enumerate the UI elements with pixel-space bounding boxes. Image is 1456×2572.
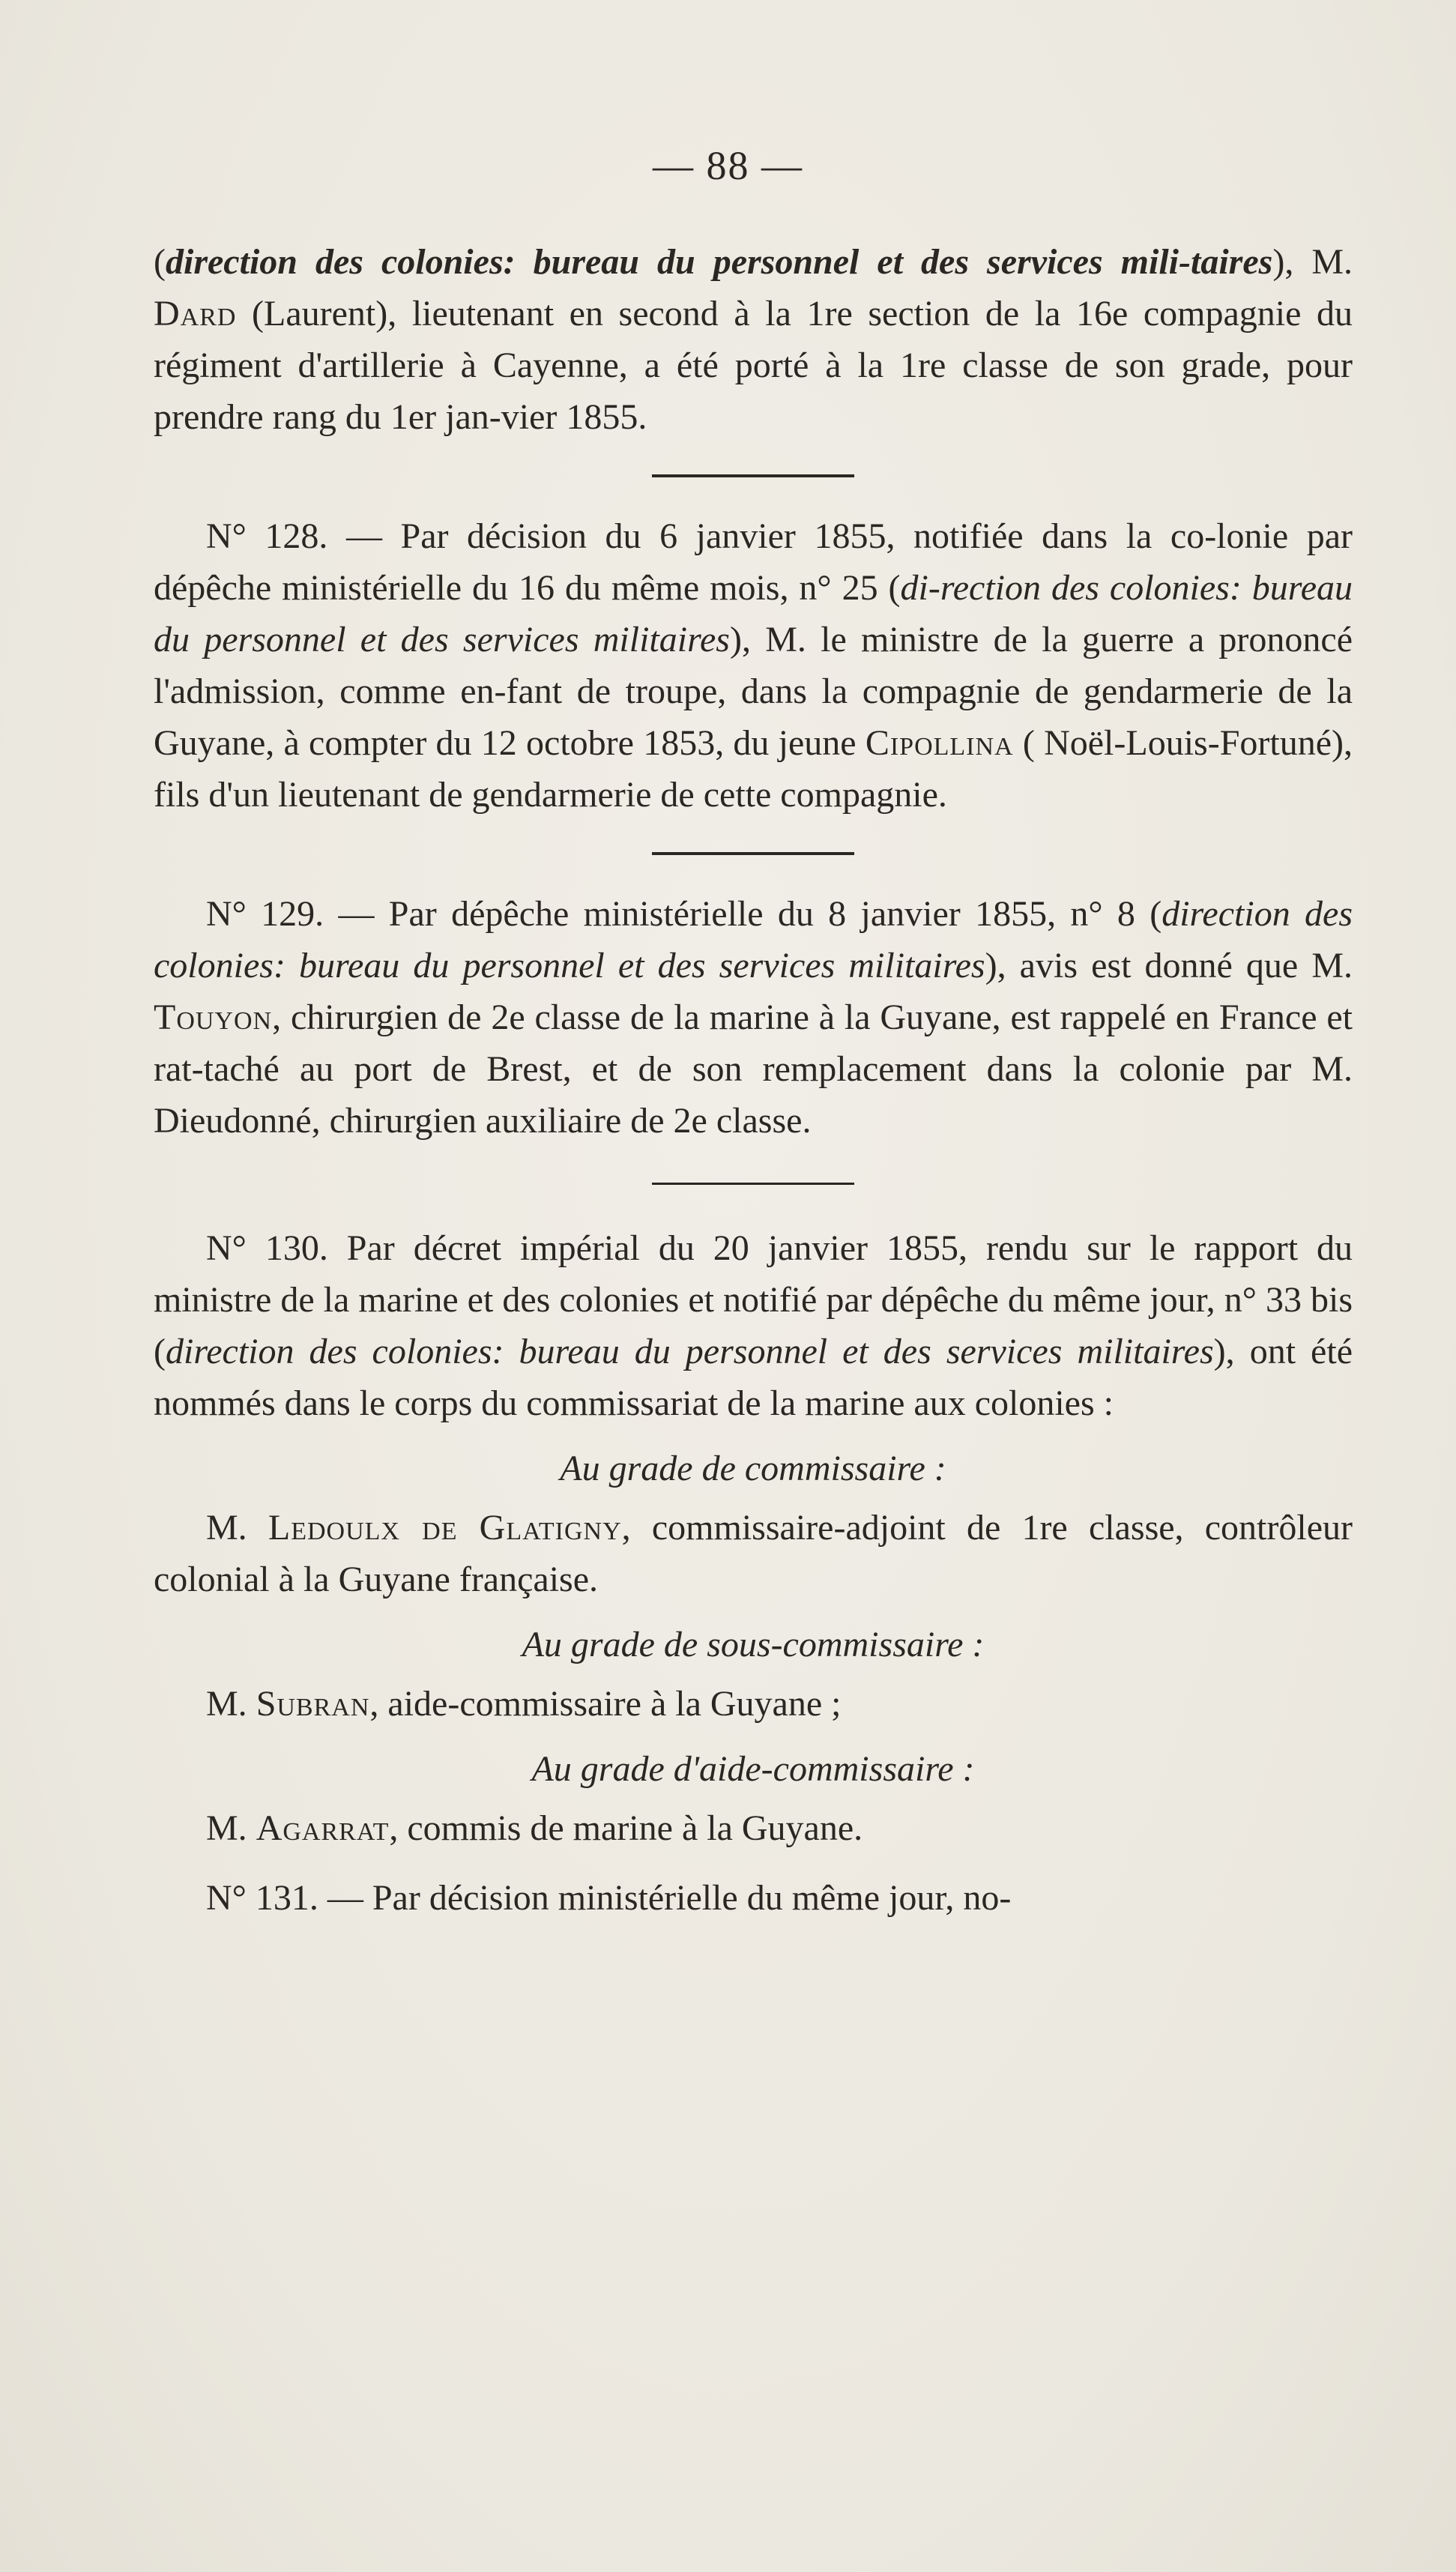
paragraph-131-start — [154, 1872, 1353, 1924]
text-run: ), ont été nommés dans le corps du commissariat de la marine aux colonies : — [154, 1332, 1353, 1423]
grade-heading: Au grade de sous-commissaire : — [522, 1625, 985, 1664]
text-run: N° 129. — Par dépêche ministérielle du 8 janvier 1855, n° 8 ( — [206, 894, 1162, 934]
paragraph-127-end — [154, 236, 1353, 443]
text-run: N° 128. — Par décision du 6 janvier 1855, notifiée dans la co-lonie par dépêche ministérielle du 16 du même mois, n° 25 ( — [154, 516, 1353, 608]
italic-run: direction des colonies: bureau du personnel et des services mili- — [165, 242, 1191, 282]
grade-heading: Au grade d'aide-commissaire : — [531, 1749, 975, 1789]
text-run: N° 131. — Par décision ministérielle du même jour, no- — [206, 1878, 1012, 1918]
italic-run: di-rection des colonies: bureau du personnel et des services militaires — [154, 568, 1353, 659]
person-name: Touyon — [154, 997, 273, 1037]
appointment-entry — [154, 1802, 1353, 1854]
text-run: M. — [206, 1508, 268, 1548]
paragraph-130 — [154, 1222, 1353, 1429]
italic-run: direction des colonies: bureau du personnel et des services militaires — [165, 1332, 1214, 1371]
text-run: ( Noël-Louis-Fortuné), fils d'un lieutenant de gendarmerie de cette compagnie. — [154, 723, 1353, 815]
text-run: ), M. le ministre de la guerre a prononcé l'admission, comme en-fant de troupe, dans la compagnie de gendarmerie de la Guyane, à compter du 12 octobre 1853, du jeune — [154, 620, 1353, 763]
text-run: ), avis est donné que M. — [985, 946, 1353, 985]
person-name: Dard — [154, 294, 237, 333]
text-run: , commissaire-adjoint de 1re classe, contrôleur colonial à la Guyane française. — [154, 1508, 1353, 1599]
text-run: , aide-commissaire à la Guyane ; — [369, 1684, 842, 1724]
appointment-entry — [154, 1678, 1353, 1730]
italic-run: taires — [1190, 242, 1273, 282]
paragraph-129 — [154, 888, 1353, 1147]
text-run: M. — [206, 1808, 256, 1848]
body-text — [154, 236, 1353, 1924]
text-run: ( — [154, 242, 166, 282]
text-run: M. — [206, 1684, 256, 1724]
italic-run: direction des colonies: bureau du personnel et des services militaires — [154, 894, 1353, 985]
text-run: , commis de marine à la Guyane. — [389, 1808, 863, 1848]
person-name: Cipollina — [865, 723, 1014, 763]
page-number: — 88 — — [653, 143, 803, 188]
separator-rule — [652, 1183, 854, 1185]
paragraph-128 — [154, 510, 1353, 821]
grade-heading: Au grade de commissaire : — [560, 1449, 946, 1488]
person-name: Ledoulx de Glatigny — [268, 1508, 622, 1548]
appointment-entry — [154, 1502, 1353, 1605]
text-run: ), M. — [1272, 242, 1353, 282]
spacer — [154, 1854, 1353, 1872]
separator-rule — [652, 474, 854, 477]
text-run: N° 130. Par décret impérial du 20 janvier 1855, rendu sur le rapport du ministre de la marine et des colonies et notifié par dépêche du même jour, n° 33 bis ( — [154, 1228, 1353, 1371]
text-run: (Laurent), lieutenant en second à la 1re section de la 16e compagnie du régiment d'artillerie à Cayenne, a été porté à la 1re classe de son grade, pour prendre rang du 1er jan-vier 1855. — [154, 294, 1353, 437]
separator-rule — [652, 852, 854, 855]
person-name: Subran — [256, 1684, 370, 1724]
person-name: Agarrat — [256, 1808, 390, 1848]
text-run: , chirurgien de 2e classe de la marine à la Guyane, est rappelé en France et rat-taché au port de Brest, et de son remplacement dans la colonie par M. Dieudonné, chirurgien auxiliaire de 2e classe. — [154, 997, 1353, 1141]
